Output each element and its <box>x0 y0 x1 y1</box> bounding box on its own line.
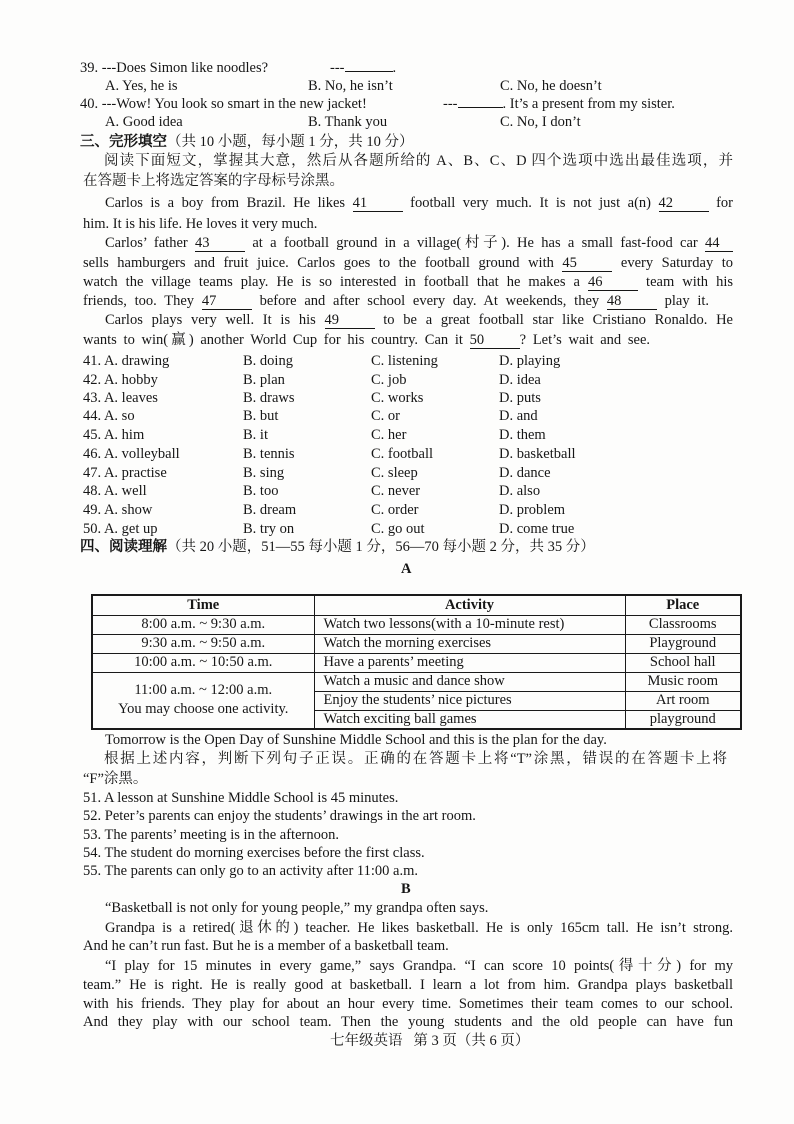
section-3-heading <box>80 133 414 151</box>
option-a <box>83 371 158 389</box>
true-false-instruction-line-2: “F”涂黑。 <box>83 771 148 787</box>
cloze-passage-line <box>83 273 733 291</box>
question-number: 49. <box>83 502 102 518</box>
blank-44: 44 <box>705 236 733 252</box>
cloze-passage-line <box>83 292 709 310</box>
question-52: 52. Peter’s parents can enjoy the students’ drawings in the art room. <box>83 808 476 824</box>
option-d: D. basketball <box>499 446 576 462</box>
option-c: C. order <box>371 502 419 518</box>
option-d: D. playing <box>499 353 561 369</box>
question-number: 48. <box>83 483 102 499</box>
cloze-instruction-line-2: 在答题卡上将选定答案的字母标号涂黑。 <box>83 173 344 189</box>
q40-stem: 40. ---Wow! You look so smart in the new jacket! <box>80 96 367 112</box>
passage-text: before and after school every day. At weekends, they <box>259 293 600 309</box>
place-cell: Classrooms <box>625 615 741 634</box>
option-d: D. dance <box>499 465 551 481</box>
passage-text: friends, too. They <box>83 293 195 309</box>
section-3-title: 三、完形填空 <box>80 134 167 150</box>
table-row <box>92 634 741 653</box>
option-d: D. and <box>499 408 538 424</box>
passage-text: him. It is his life. He loves it very much. <box>83 216 318 232</box>
q39-options <box>0 77 794 95</box>
table-row <box>92 653 741 672</box>
option-a-text: A. show <box>103 502 153 518</box>
activity-cell: Watch the morning exercises <box>314 634 625 653</box>
option-d: D. problem <box>499 502 566 518</box>
blank-46: 46 <box>588 275 638 291</box>
cloze-option-row <box>0 501 794 519</box>
option-b: B. draws <box>243 390 295 406</box>
passage-text: for <box>716 195 734 211</box>
cloze-option-row <box>0 407 794 425</box>
question-number: 50. <box>83 521 102 537</box>
option-a-text: A. practise <box>103 465 167 481</box>
choice-time: 11:00 a.m. ~ 12:00 a.m. <box>134 682 273 698</box>
question-number: 46. <box>83 446 102 462</box>
option-a-text: A. him <box>103 427 145 443</box>
option-c: C. go out <box>371 521 425 537</box>
place-cell: Art room <box>625 691 741 710</box>
passage-b-line: And they play with our school team. Then the young students and the old people can have fun <box>83 1014 733 1030</box>
q40-answer-blank <box>443 95 675 113</box>
passage-b-line: “I play for 15 minutes in every game,” says Grandpa. “I can score 10 points(得十分) for my <box>105 958 733 974</box>
q40-option-b: B. Thank you <box>308 114 388 130</box>
option-c: C. sleep <box>371 465 418 481</box>
passage-b-line: And he can’t run fast. But he is a member of a basketball team. <box>83 938 449 954</box>
option-a-text: A. drawing <box>103 353 170 369</box>
option-a <box>83 352 169 370</box>
section-4-title: 四、阅读理解 <box>80 539 167 555</box>
question-51: 51. A lesson at Sunshine Middle School is 45 minutes. <box>83 790 399 806</box>
blank-50: 50 <box>470 333 520 349</box>
table-row <box>92 615 741 634</box>
option-b: B. try on <box>243 521 295 537</box>
cloze-passage-line <box>83 331 650 349</box>
option-d: D. them <box>499 427 546 443</box>
question-number: 45. <box>83 427 102 443</box>
option-b: B. plan <box>243 372 285 388</box>
option-b: B. tennis <box>243 446 295 462</box>
passage-text: wants to win(赢) another World Cup for his country. Can it <box>83 332 463 348</box>
passage-b-line: “Basketball is not only for young people,” my grandpa often says. <box>105 900 489 916</box>
passage-a-label: A <box>401 561 412 577</box>
blank-48: 48 <box>607 294 657 310</box>
option-a-text: A. hobby <box>103 372 158 388</box>
activity-cell: Watch two lessons(with a 10-minute rest) <box>314 615 625 634</box>
option-c: C. or <box>371 408 400 424</box>
passage-text: Carlos’ father <box>105 235 188 251</box>
option-a-text: A. leaves <box>103 390 158 406</box>
answer-underline <box>345 59 393 72</box>
true-false-instruction-line-1: 根据上述内容，判断下列句子正误。正确的在答题卡上将“T”涂黑，错误的在答题卡上将 <box>104 751 727 767</box>
passage-text: watch the village teams play. He is so interested in football that he makes a <box>83 274 580 290</box>
passage-a-intro: Tomorrow is the Open Day of Sunshine Middle School and this is the plan for the day. <box>105 732 607 748</box>
activity-cell: Watch a music and dance show <box>314 672 625 691</box>
passage-text: Carlos is a boy from Brazil. He likes <box>105 195 346 211</box>
section-3-score-note: （共 10 小题，每小题 1 分，共 10 分） <box>167 134 414 150</box>
passage-text: ? Let’s wait and see. <box>519 332 651 348</box>
cloze-passage-line <box>105 234 733 252</box>
blank-42: 42 <box>659 196 709 212</box>
cloze-passage-line <box>105 194 733 212</box>
question-number: 44. <box>83 408 102 424</box>
cloze-option-row <box>0 371 794 389</box>
header-time: Time <box>92 595 314 615</box>
q40-answer-suffix: . It’s a present from my sister. <box>502 96 675 112</box>
question-number: 47. <box>83 465 102 481</box>
blank-45: 45 <box>562 256 612 272</box>
question-53: 53. The parents’ meeting is in the afternoon. <box>83 827 339 843</box>
cloze-instruction-line-1: 阅读下面短文，掌握其大意，然后从各题所给的 A、B、C、D 四个选项中选出最佳选项，并 <box>104 153 733 169</box>
section-4-score-note: （共 20 小题，51—55 每小题 1 分，56—70 每小题 2 分，共 35 分） <box>167 539 595 555</box>
q40-answer-prefix: --- <box>443 96 458 112</box>
cloze-passage-line <box>105 311 733 329</box>
blank-47: 47 <box>202 294 252 310</box>
passage-b-line: with his friends. They play for about an hour every time. Sometimes their team comes to our school. <box>83 996 733 1012</box>
option-c: C. works <box>371 390 424 406</box>
passage-text: team with his <box>646 274 734 290</box>
option-a <box>83 520 158 538</box>
q40-options <box>0 113 794 131</box>
option-a <box>83 407 135 425</box>
q39-answer-blank <box>330 59 396 77</box>
header-place: Place <box>625 595 741 615</box>
cloze-option-row <box>0 482 794 500</box>
table-row <box>92 672 741 691</box>
passage-text: at a football ground in a village(村子). He has a small fast-food car <box>252 235 698 251</box>
q39-stem: 39. ---Does Simon like noodles? <box>80 60 269 76</box>
cloze-option-row <box>0 389 794 407</box>
question-number: 42. <box>83 372 102 388</box>
q39-answer-suffix: . <box>392 60 397 76</box>
option-c: C. job <box>371 372 407 388</box>
passage-text: sells hamburgers and fruit juice. Carlos goes to the football ground with <box>83 255 554 271</box>
option-c: C. listening <box>371 353 438 369</box>
activity-cell: Enjoy the students’ nice pictures <box>314 691 625 710</box>
question-55: 55. The parents can only go to an activity after 11:00 a.m. <box>83 863 419 879</box>
option-a <box>83 389 158 407</box>
place-cell: Music room <box>625 672 741 691</box>
place-cell: Playground <box>625 634 741 653</box>
option-d: D. also <box>499 483 541 499</box>
option-b: B. it <box>243 427 268 443</box>
passage-text: football very much. It is not just a(n) <box>410 195 651 211</box>
time-cell: 10:00 a.m. ~ 10:50 a.m. <box>92 653 314 672</box>
activity-cell: Watch exciting ball games <box>314 710 625 729</box>
time-cell: 8:00 a.m. ~ 9:30 a.m. <box>92 615 314 634</box>
option-d: D. puts <box>499 390 541 406</box>
option-b: B. too <box>243 483 279 499</box>
option-a <box>83 445 180 463</box>
option-d: D. idea <box>499 372 541 388</box>
q39-answer-prefix: --- <box>330 60 345 76</box>
time-cell: 9:30 a.m. ~ 9:50 a.m. <box>92 634 314 653</box>
header-activity: Activity <box>314 595 625 615</box>
q40-option-a: A. Good idea <box>105 114 183 130</box>
choice-time-cell <box>92 672 314 729</box>
q40-option-c: C. No, I don’t <box>500 114 581 130</box>
passage-text: to be a great football star like Cristiano Ronaldo. He <box>383 312 733 328</box>
q39-option-c: C. No, he doesn’t <box>500 78 602 94</box>
passage-b-line: team.” He is right. He is really good at basketball. I learn a lot from him. Grandpa plays basketball <box>83 977 733 993</box>
activity-cell: Have a parents’ meeting <box>314 653 625 672</box>
section-4-heading <box>80 538 595 556</box>
option-a <box>83 426 144 444</box>
q39-option-b: B. No, he isn’t <box>308 78 393 94</box>
option-a <box>83 482 147 500</box>
table-header-row <box>92 595 741 615</box>
cloze-option-row <box>0 426 794 444</box>
answer-underline <box>458 95 503 108</box>
passage-text: play it. <box>664 293 710 309</box>
blank-41: 41 <box>353 196 403 212</box>
option-a <box>83 501 152 519</box>
option-d: D. come true <box>499 521 575 537</box>
q39-option-a: A. Yes, he is <box>105 78 178 94</box>
option-a-text: A. well <box>103 483 147 499</box>
cloze-option-row <box>0 352 794 370</box>
choice-note: You may choose one activity. <box>118 701 289 717</box>
option-c: C. never <box>371 483 421 499</box>
option-a-text: A. so <box>103 408 135 424</box>
option-c: C. her <box>371 427 407 443</box>
open-day-schedule-table <box>91 594 742 730</box>
question-number: 43. <box>83 390 102 406</box>
option-b: B. doing <box>243 353 293 369</box>
place-cell: School hall <box>625 653 741 672</box>
cloze-passage-line <box>83 254 733 272</box>
blank-43: 43 <box>195 236 245 252</box>
passage-b-line: Grandpa is a retired(退休的) teacher. He likes basketball. He is only 165cm tall. He isn’t strong. <box>105 920 733 936</box>
cloze-passage-line <box>83 215 317 233</box>
option-a-text: A. volleyball <box>103 446 180 462</box>
page-footer: 七年级英语 第 3 页（共 6 页） <box>330 1033 530 1049</box>
option-b: B. but <box>243 408 279 424</box>
passage-b-label: B <box>401 881 411 897</box>
cloze-option-row <box>0 520 794 538</box>
option-a-text: A. get up <box>103 521 158 537</box>
blank-49: 49 <box>325 313 375 329</box>
place-cell: playground <box>625 710 741 729</box>
option-b: B. dream <box>243 502 297 518</box>
question-54: 54. The student do morning exercises before the first class. <box>83 845 425 861</box>
passage-text: every Saturday to <box>620 255 733 271</box>
option-a <box>83 464 167 482</box>
option-c: C. football <box>371 446 434 462</box>
cloze-option-row <box>0 464 794 482</box>
question-number: 41. <box>83 353 102 369</box>
cloze-option-row <box>0 445 794 463</box>
passage-text: Carlos plays very well. It is his <box>105 312 316 328</box>
option-b: B. sing <box>243 465 285 481</box>
